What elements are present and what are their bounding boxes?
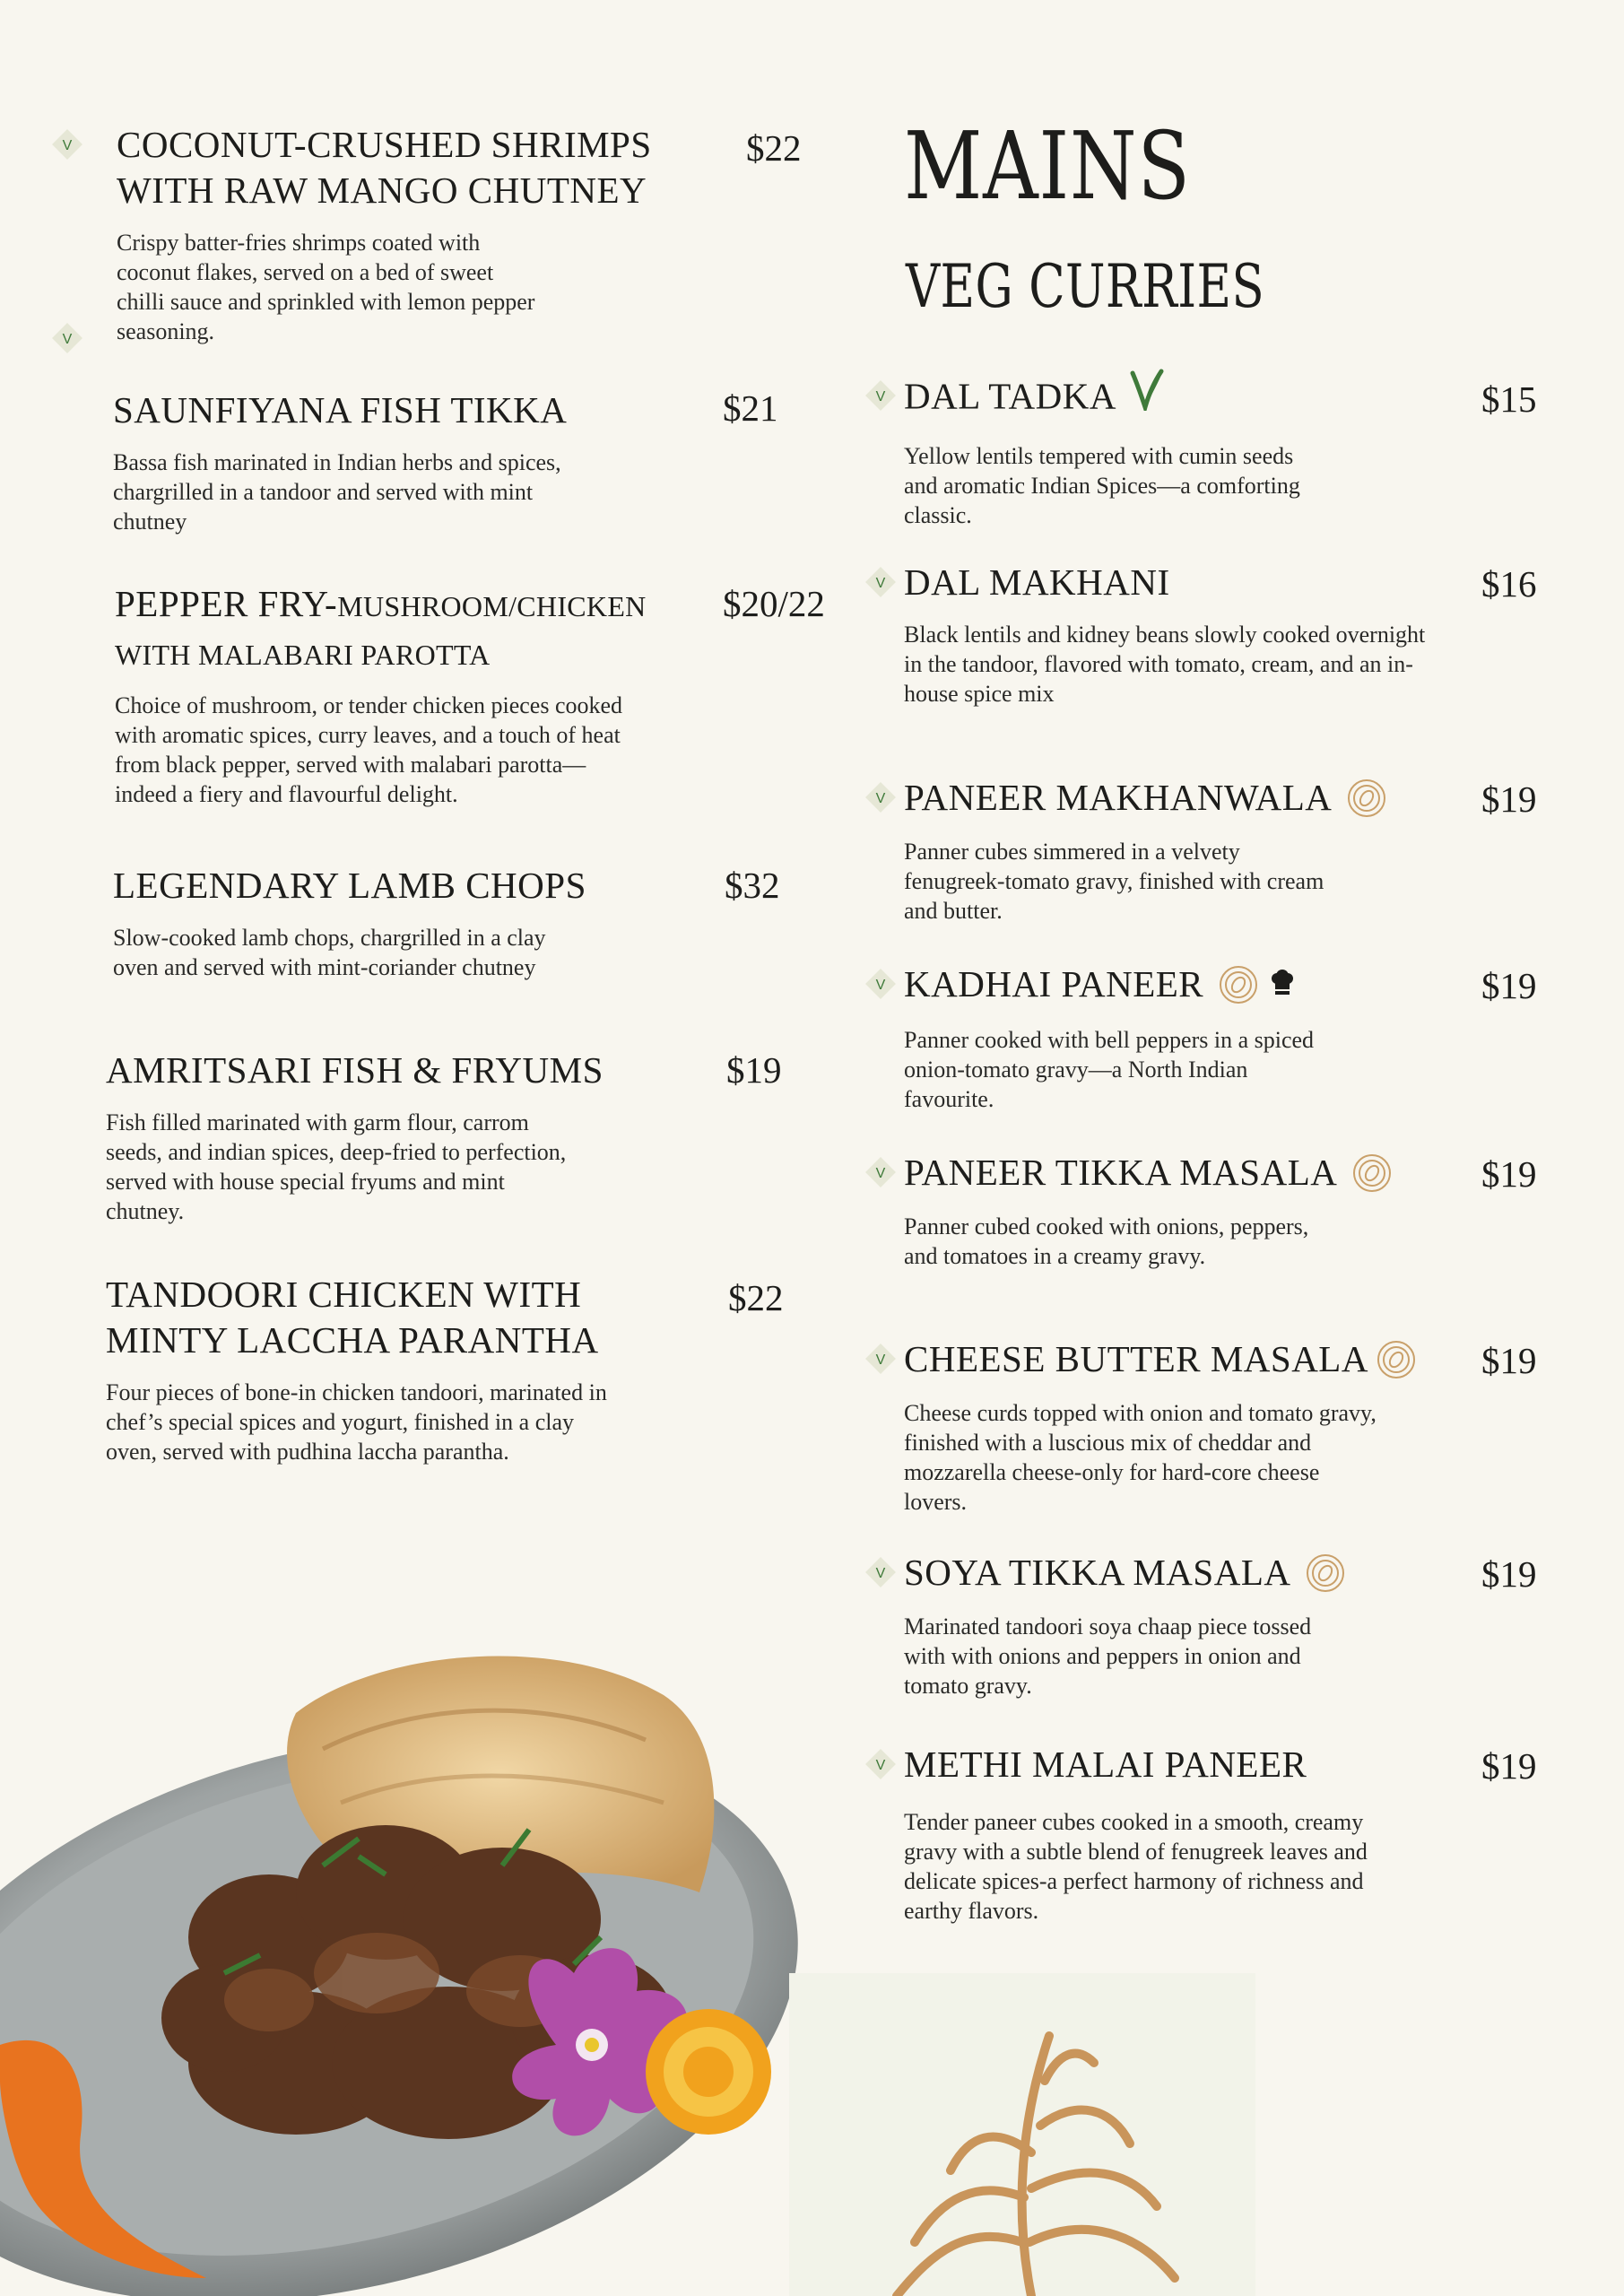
svg-text:V: V: [875, 1166, 886, 1181]
item-price: $19: [1481, 778, 1537, 820]
item-title: TANDOORI CHICKEN WITH MINTY LACCHA PARANTHA: [106, 1274, 599, 1361]
item-title: PANEER TIKKA MASALA: [904, 1150, 1478, 1197]
item-title: KADHAI PANEER: [904, 961, 1478, 1011]
menu-item: [904, 373, 1478, 530]
item-title: LEGENDARY LAMB CHOPS: [113, 865, 586, 906]
veg-marker-icon: [864, 1155, 898, 1189]
menu-item: [106, 1048, 716, 1226]
veg-marker-icon: [864, 780, 898, 814]
menu-item: [904, 1336, 1478, 1517]
veg-marker-icon: [50, 127, 84, 161]
svg-text:V: V: [875, 1352, 886, 1368]
svg-text:V: V: [875, 389, 886, 404]
item-price: $19: [1481, 1153, 1537, 1195]
veg-marker-icon: [864, 378, 898, 413]
item-title: PANEER MAKHANWALA: [904, 775, 1478, 822]
item-description: Choice of mushroom, or tender chicken pieces cooked with aromatic spices, curry leaves, and a touch of heat from black pepper, served with malabari parotta—indeed a fiery and flavourful delight.: [115, 692, 623, 807]
item-title: SOYA TIKKA MASALA: [904, 1550, 1478, 1597]
item-description: Crispy batter-fries shrimps coated with coconut flakes, served on a bed of sweet chilli sauce and sprinkled with lemon pepper seasoning.: [117, 230, 535, 344]
chef-special-badge-icon: [1351, 1152, 1393, 1194]
item-description: Yellow lentils tempered with cumin seeds and aromatic Indian Spices—a comforting classic.: [904, 443, 1300, 528]
item-title: COCONUT-CRUSHED SHRIMPS WITH RAW MANGO CHUTNEY: [117, 124, 652, 211]
item-description: Panner cubes simmered in a velvety fenugreek-tomato gravy, finished with cream and butter.: [904, 838, 1324, 924]
chef-special-badge-icon: [1346, 778, 1387, 819]
item-price: $22: [746, 127, 802, 169]
svg-text:V: V: [875, 576, 886, 591]
menu-item: [113, 387, 723, 536]
item-price: $20/22: [723, 583, 825, 624]
item-price: $22: [728, 1277, 784, 1318]
item-price: $16: [1481, 563, 1537, 604]
menu-item: [904, 961, 1478, 1114]
veg-marker-icon: [864, 565, 898, 599]
item-description: Four pieces of bone-in chicken tandoori, marinated in chef’s special spices and yogurt, finished in a clay oven, served with pudhina laccha parantha.: [106, 1379, 607, 1465]
chef-hat-icon: [1270, 961, 1295, 1007]
veg-marker-icon: [864, 967, 898, 1001]
chef-special-badge-icon: [1218, 964, 1259, 1005]
food-photo: [0, 1596, 807, 2296]
section-subtitle-veg-curries: VEG CURRIES: [906, 252, 1265, 321]
svg-text:V: V: [875, 978, 886, 993]
menu-item: [904, 560, 1478, 709]
item-price: $32: [725, 865, 780, 906]
item-title: DAL TADKA: [904, 373, 1478, 427]
item-title: AMRITSARI FISH & FRYUMS: [106, 1049, 604, 1091]
item-description: Bassa fish marinated in Indian herbs and spices, chargrilled in a tandoor and served with mint chutney: [113, 449, 561, 535]
menu-item: [117, 122, 726, 346]
svg-text:V: V: [875, 1758, 886, 1773]
item-description: Panner cubed cooked with onions, peppers, and tomatoes in a creamy gravy.: [904, 1213, 1309, 1269]
menu-item: [106, 1272, 734, 1466]
decorative-leaf-icon: [789, 1973, 1273, 2296]
veg-marker-icon: [864, 1555, 898, 1589]
item-description: Panner cooked with bell peppers in a spiced onion-tomato gravy—a North Indian favourite.: [904, 1027, 1315, 1113]
item-description: Marinated tandoori soya chaap piece tossed with with onions and peppers in onion and tomato gravy.: [904, 1613, 1312, 1699]
veg-marker-icon: [864, 1747, 898, 1781]
item-description: Black lentils and kidney beans slowly cooked overnight in the tandoor, flavored with tomato, cream, and an in-house spice mix: [904, 622, 1426, 707]
vegan-leaf-icon: [1125, 368, 1165, 422]
item-price: $19: [1481, 965, 1537, 1006]
item-price: $19: [726, 1049, 782, 1091]
menu-item: [115, 581, 725, 809]
veg-marker-icon: [50, 321, 84, 355]
svg-text:V: V: [62, 332, 73, 347]
item-title: PEPPER FRY-MUSHROOM/CHICKEN WITH MALABARI PAROTTA: [115, 583, 647, 671]
veg-marker-icon: [864, 1342, 898, 1376]
item-title: SAUNFIYANA FISH TIKKA: [113, 389, 568, 430]
svg-text:V: V: [875, 1566, 886, 1581]
item-title: METHI MALAI PANEER: [904, 1744, 1307, 1785]
item-price: $19: [1481, 1553, 1537, 1595]
chef-special-badge-icon: [1305, 1552, 1346, 1594]
item-price: $19: [1481, 1340, 1537, 1381]
item-title: CHEESE BUTTER MASALA: [904, 1336, 1478, 1384]
svg-text:V: V: [62, 138, 73, 153]
item-title: DAL MAKHANI: [904, 561, 1170, 603]
svg-text:V: V: [875, 791, 886, 806]
item-price: $21: [723, 387, 778, 429]
section-title-mains: MAINS: [904, 111, 1191, 221]
item-price: $19: [1481, 1745, 1537, 1787]
item-description: Tender paneer cubes cooked in a smooth, creamy gravy with a subtle blend of fenugreek leaves and delicate spices-a perfect harmony of richness and earthy flavors.: [904, 1809, 1368, 1924]
menu-item: [904, 1550, 1478, 1700]
item-price: $15: [1481, 378, 1537, 420]
item-description: Cheese curds topped with onion and tomato gravy, finished with a luscious mix of cheddar and mozzarella cheese-only for hard-core cheese lovers.: [904, 1399, 1376, 1515]
item-description: Fish filled marinated with garm flour, carrom seeds, and indian spices, deep-fried to perfection, served with house special fryums and mint chutney.: [106, 1109, 567, 1224]
chef-special-badge-icon: [1376, 1339, 1417, 1380]
menu-item: [904, 1742, 1478, 1926]
menu-item: [904, 1150, 1478, 1271]
menu-item: [904, 775, 1478, 926]
menu-item: [113, 863, 723, 982]
item-description: Slow-cooked lamb chops, chargrilled in a clay oven and served with mint-coriander chutney: [113, 925, 546, 980]
